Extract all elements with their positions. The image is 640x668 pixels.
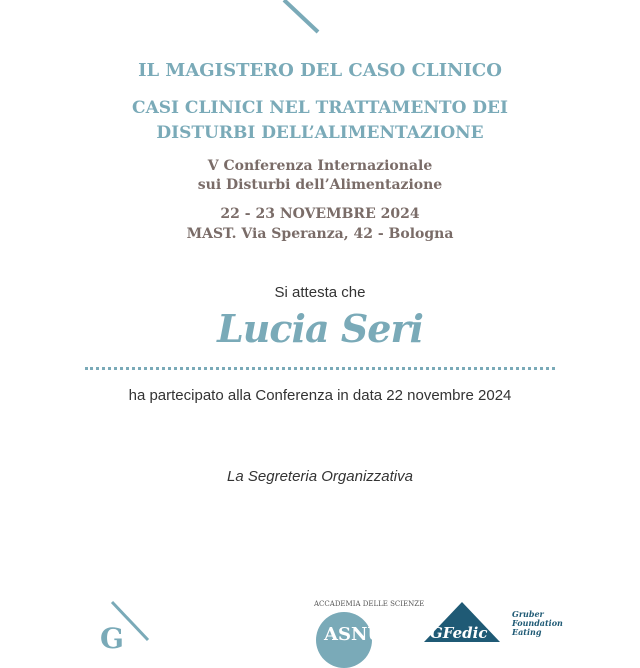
gruber-text [512,610,563,637]
g-logo-letter: G [100,622,124,655]
certificate-title: IL MAGISTERO DEL CASO CLINICO [138,60,502,81]
asnu-logo [308,600,425,645]
signature-text: La Segreteria Organizzativa [227,468,413,485]
conference-name [0,157,640,195]
dotted-divider [85,367,555,370]
gruber-line: Gruber [512,609,544,619]
participation-text: ha partecipato alla Conferenza in data 22 novembre 2024 [128,387,512,404]
g-logo [70,600,160,655]
recipient-name: Lucia Seri [217,306,423,351]
asnu-text: ASNU [324,624,384,645]
gruber-line: Eating [512,627,542,637]
attest-text: Si attesta che [274,284,366,301]
gfedic-logo [424,602,500,640]
gfedic-text: GFedic [430,624,488,642]
event-dates: 22 - 23 NOVEMBRE 2024 [220,206,420,222]
conference-line: V Conferenza Internazionale [207,158,433,174]
subtitle-line: DISTURBI DELL’ALIMENTAZIONE [156,123,484,143]
certificate-subtitle [0,96,640,146]
gruber-line: Foundation [512,618,563,628]
conference-line: sui Disturbi dell’Alimentazione [197,177,443,193]
decorative-line [280,0,330,40]
event-details [0,204,640,244]
subtitle-line: CASI CLINICI NEL TRATTAMENTO DEI [132,98,508,118]
asnu-ring-text: ACCADEMIA DELLE SCIENZE [314,600,425,608]
event-venue: MAST. Via Speranza, 42 - Bologna [186,226,454,242]
